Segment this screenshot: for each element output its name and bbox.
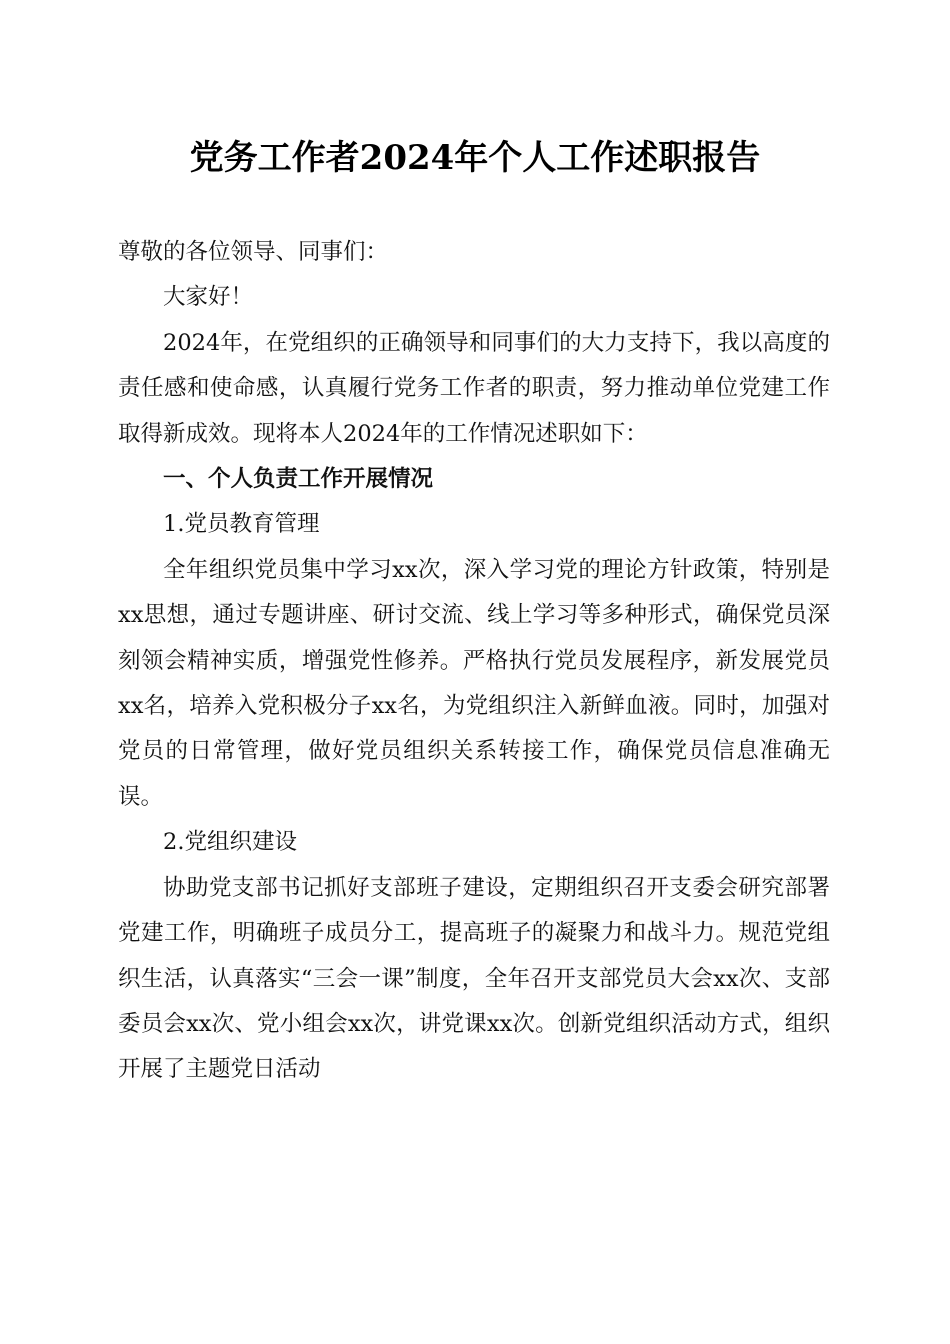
subsection-paragraph-2: 协助党支部书记抓好支部班子建设，定期组织召开支委会研究部署党建工作，明确班子成员分工，提高班子的凝聚力和战斗力。规范党组织生活，认真落实“三会一课”制度，全年召开支部党员大会xx次、支部委员会xx次、党小组会xx次，讲党课xx次。创新党组织活动方式，组织开展了主题党日活动 (118, 874, 830, 1083)
section-heading-1: 一、个人负责工作开展情况 (163, 466, 434, 493)
subsection-heading-1: 1.党员教育管理 (163, 511, 320, 538)
subsection-heading-2: 2.党组织建设 (163, 829, 297, 856)
document-body (118, 230, 830, 1093)
greeting: 大家好！ (163, 284, 254, 311)
intro-paragraph: 2024年，在党组织的正确领导和同事们的大力支持下，我以高度的责任感和使命感，认真履行党务工作者的职责，努力推动单位党建工作取得新成效。现将本人2024年的工作情况述职如下： (118, 329, 830, 447)
document-title: 党务工作者2024年个人工作述职报告 (189, 138, 761, 178)
salutation: 尊敬的各位领导、同事们： (118, 239, 389, 265)
subsection-paragraph-1: 全年组织党员集中学习xx次，深入学习党的理论方针政策，特别是xx思想，通过专题讲座、研讨交流、线上学习等多种形式，确保党员深刻领会精神实质，增强党性修养。严格执行党员发展程序，新发展党员xx名，培养入党积极分子xx名，为党组织注入新鲜血液。同时，加强对党员的日常管理，做好党员组织关系转接工作，确保党员信息准确无误。 (118, 556, 830, 810)
